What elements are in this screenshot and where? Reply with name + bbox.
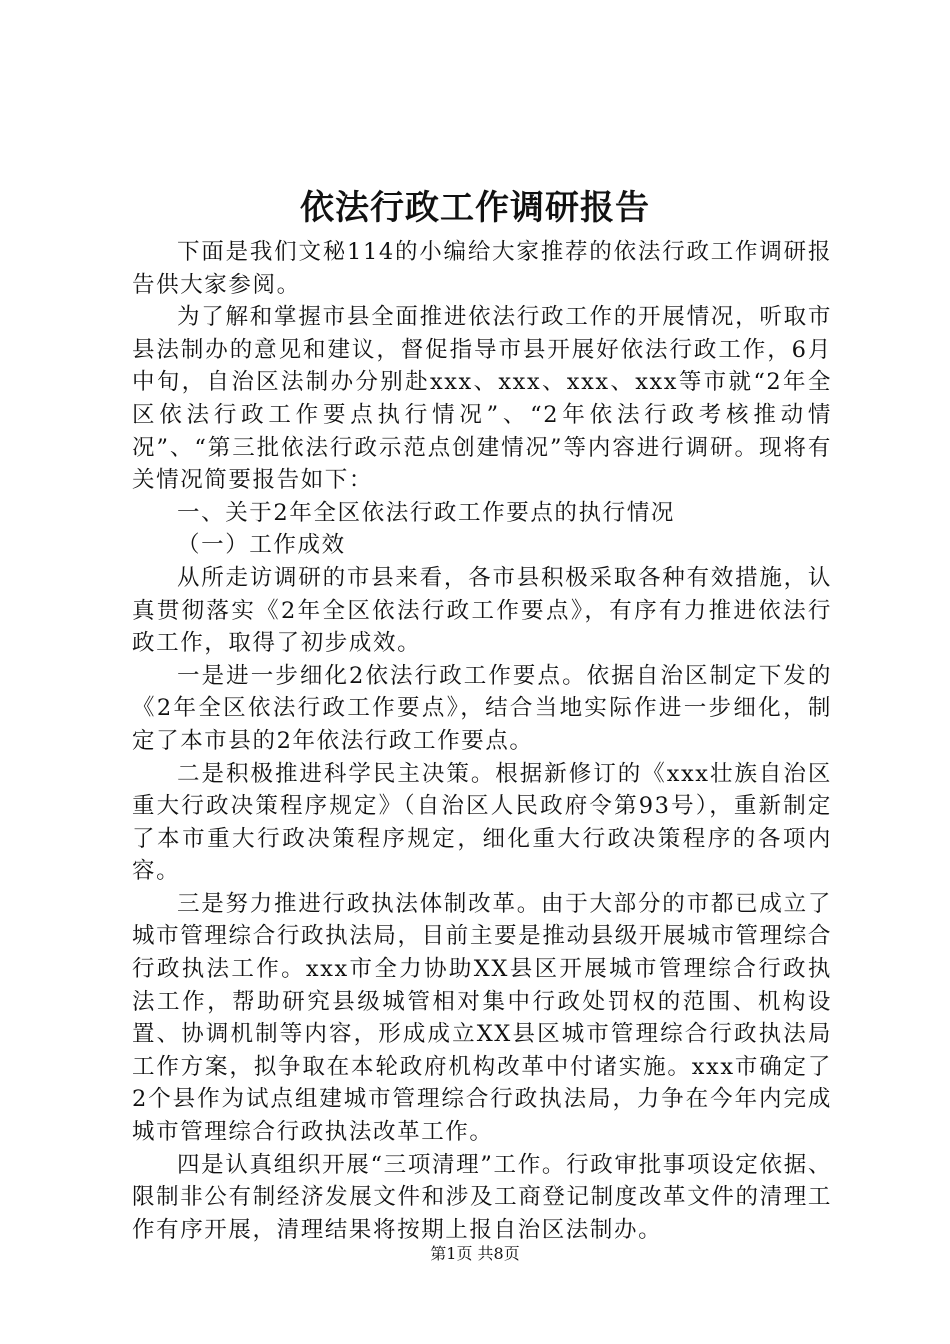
paragraph-point-1: 一是进一步细化2依法行政工作要点。依据自治区制定下发的《2年全区依法行政工作要点》，结合当地实际作进一步细化，制定了本市县的2年依法行政工作要点。 — [132, 662, 832, 754]
paragraph-intro: 下面是我们文秘114的小编给大家推荐的依法行政工作调研报告供大家参阅。 — [132, 239, 832, 298]
document-title: 依法行政工作调研报告 — [300, 188, 650, 228]
paragraph-point-4: 四是认真组织开展“三项清理”工作。行政审批事项设定依据、限制非公有制经济发展文件和涉及工商登记制度改革文件的清理工作有序开展，清理结果将按期上报自治区法制办。 — [132, 1151, 832, 1243]
paragraph-point-2: 二是积极推进科学民主决策。根据新修订的《xxx壮族自治区重大行政决策程序规定》（自治区人民政府令第93号），重新制定了本市重大行政决策程序规定，细化重大行政决策程序的各项内容。 — [132, 760, 832, 885]
page-number: 第1页 共8页 — [430, 1244, 520, 1263]
paragraph-overview: 从所走访调研的市县来看，各市县积极采取各种有效措施，认真贯彻落实《2年全区依法行政工作要点》，有序有力推进依法行政工作，取得了初步成效。 — [132, 564, 832, 657]
document-body — [132, 236, 832, 1246]
section-heading-1: 一、关于2年全区依法行政工作要点的执行情况 — [177, 499, 675, 526]
subsection-heading-1: （一）工作成效 — [177, 532, 346, 559]
paragraph-purpose: 为了解和掌握市县全面推进依法行政工作的开展情况，听取市县法制办的意见和建议，督促指导市县开展好依法行政工作，6月中旬，自治区法制办分别赴xxx、xxx、xxx、xxx等市就“2年全区依法行政工作要点执行情况”、“2年依法行政考核推动情况”、“第三批依法行政示范点创建情况”等内容进行调研。现将有关情况简要报告如下： — [132, 304, 832, 494]
paragraph-point-3: 三是努力推进行政执法体制改革。由于大部分的市都已成立了城市管理综合行政执法局，目前主要是推动县级开展城市管理综合行政执法工作。xxx市全力协助XX县区开展城市管理综合行政执法工作，帮助研究县级城管相对集中行政处罚权的范围、机构设置、协调机制等内容，形成成立XX县区城市管理综合行政执法局工作方案，拟争取在本轮政府机构改革中付诸实施。xxx市确定了2个县作为试点组建城市管理综合行政执法局，力争在今年内完成城市管理综合行政执法改革工作。 — [132, 890, 832, 1146]
